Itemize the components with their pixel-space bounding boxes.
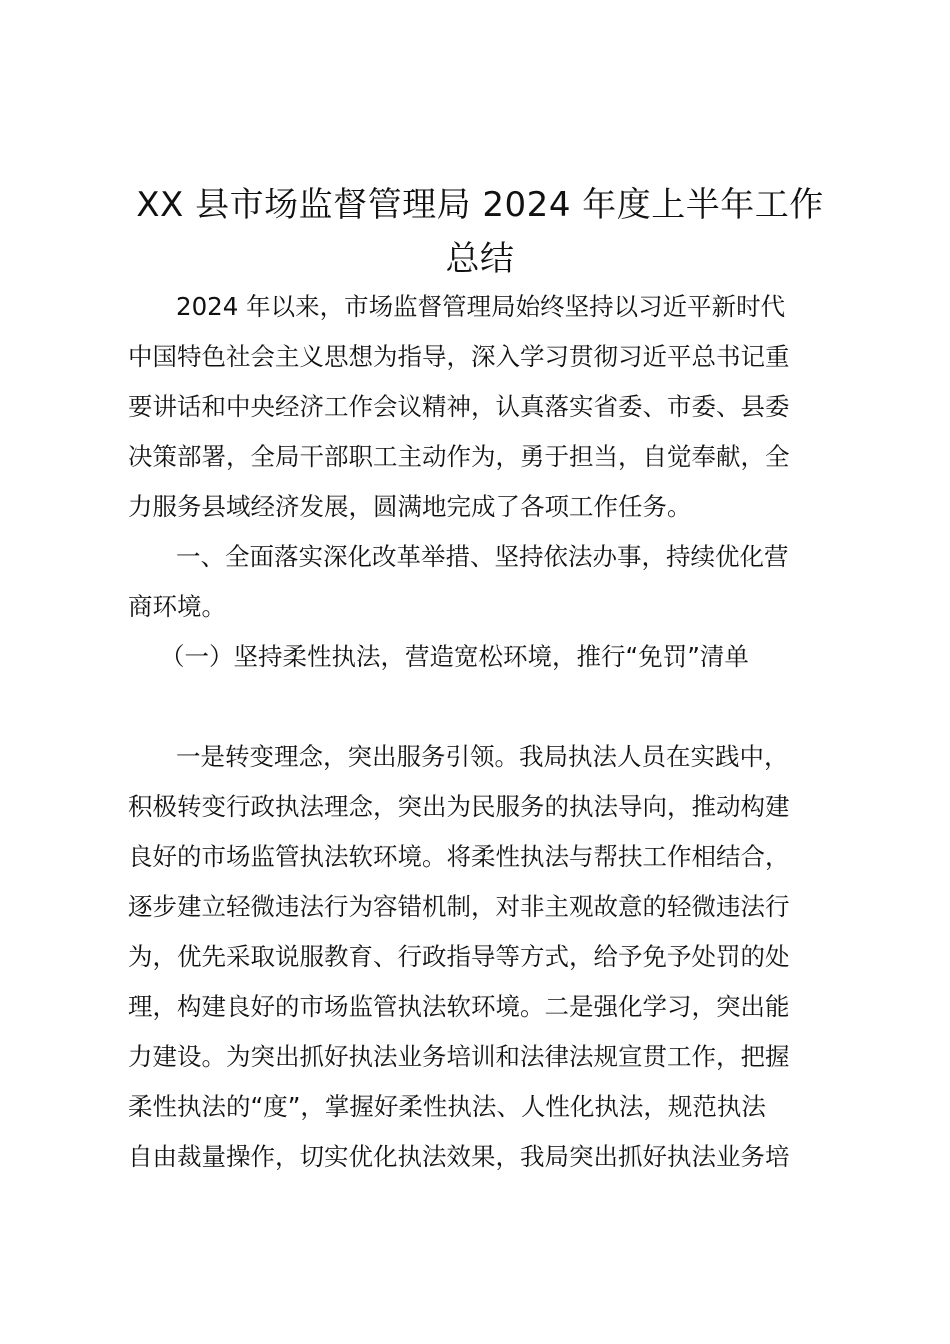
document-title (100, 178, 860, 286)
paragraph1-line-2: 中国特色社会主义思想为指导，深入学习贯彻习近平总书记重 (128, 342, 790, 371)
paragraph1-line-5: 力服务县域经济发展，圆满地完成了各项工作任务。 (128, 492, 692, 521)
subsection1-heading: （一）坚持柔性执法，营造宽松环境，推行“免罚”清单 (160, 642, 749, 671)
paragraph2-line-4: 逐步建立轻微违法行为容错机制，对非主观故意的轻微违法行 (128, 892, 790, 921)
paragraph1-line-4: 决策部署，全局干部职工主动作为，勇于担当，自觉奉献，全 (128, 442, 790, 471)
paragraph2-line-2: 积极转变行政执法理念，突出为民服务的执法导向，推动构建 (128, 792, 790, 821)
paragraph2-line-8: 柔性执法的“度”，掌握好柔性执法、人性化执法，规范执法 (128, 1092, 766, 1121)
paragraph1-line-3: 要讲话和中央经济工作会议精神，认真落实省委、市委、县委 (128, 392, 790, 421)
paragraph2-line-1: 一是转变理念，突出服务引领。我局执法人员在实践中， (176, 742, 789, 771)
section1-heading-line-2: 商环境。 (128, 592, 226, 621)
paragraph1-line-1: 2024 年以来，市场监督管理局始终坚持以习近平新时代 (176, 292, 786, 321)
section1-heading-line-1: 一、全面落实深化改革举措、坚持依法办事，持续优化营 (176, 542, 789, 571)
paragraph2-line-7: 力建设。为突出抓好执法业务培训和法律法规宣贯工作，把握 (128, 1042, 790, 1071)
paragraph2-line-3: 良好的市场监管执法软环境。将柔性执法与帮扶工作相结合， (128, 842, 790, 871)
title-line-1: XX 县市场监督管理局 2024 年度上半年工作 (136, 185, 824, 225)
title-line-2: 总结 (445, 239, 515, 279)
paragraph2-line-5: 为，优先采取说服教育、行政指导等方式，给予免予处罚的处 (128, 942, 790, 971)
paragraph2-line-6: 理，构建良好的市场监管执法软环境。二是强化学习，突出能 (128, 992, 790, 1021)
paragraph2-line-9: 自由裁量操作，切实优化执法效果，我局突出抓好执法业务培 (128, 1142, 790, 1171)
